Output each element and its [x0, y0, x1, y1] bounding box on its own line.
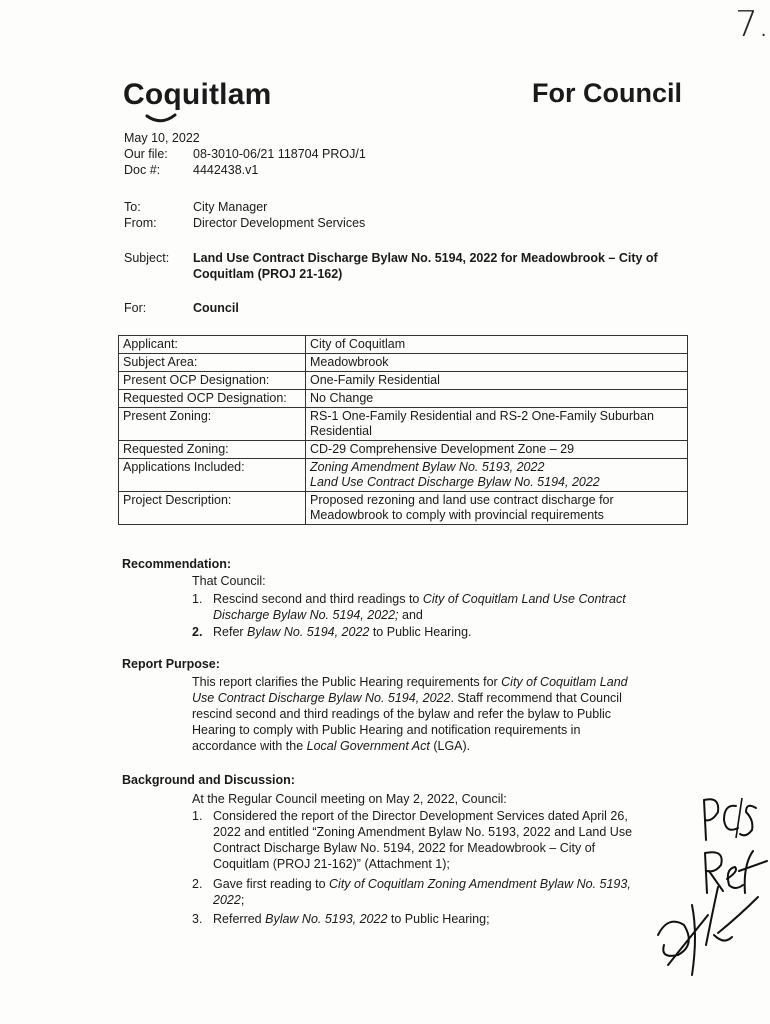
table-value: No Change: [306, 390, 688, 408]
report-date: May 10, 2022: [124, 131, 200, 145]
table-row: [119, 459, 688, 492]
doc-number-row: [124, 162, 258, 178]
table-row: [119, 372, 688, 390]
table-row: [119, 354, 688, 372]
subject-line-2: Coquitlam (PROJ 21-162): [193, 267, 343, 281]
table-value: RS-1 One-Family Residential and RS-2 One-Family Suburban Residential: [306, 408, 688, 441]
our-file-label: Our file:: [124, 147, 168, 161]
recommendation-heading: Recommendation:: [122, 557, 232, 571]
document-type: For Council: [532, 78, 682, 108]
table-value: City of Coquitlam: [306, 336, 688, 354]
page-number: 7.: [735, 4, 770, 45]
background-item-2: 2. Gave first reading to City of Coquitlam Zoning Amendment Bylaw No. 5193, 2022;: [192, 877, 631, 907]
table-value: One-Family Residential: [306, 372, 688, 390]
table-value: CD-29 Comprehensive Development Zone – 29: [306, 441, 688, 459]
handwritten-signature: [648, 875, 766, 985]
table-key: Applications Included:: [119, 459, 306, 492]
doc-number-label: Doc #:: [124, 163, 161, 177]
to-value: City Manager: [193, 200, 268, 214]
for-row: [124, 300, 239, 316]
for-label: For:: [124, 301, 147, 315]
table-key: Requested OCP Designation:: [119, 390, 306, 408]
subject-line-1: Land Use Contract Discharge Bylaw No. 5194, 2022 for Meadowbrook – City of: [193, 251, 658, 265]
table-value: Meadowbrook: [306, 354, 688, 372]
background-heading: Background and Discussion:: [122, 773, 295, 787]
table-key: Subject Area:: [119, 354, 306, 372]
report-purpose-heading: Report Purpose:: [122, 657, 220, 671]
to-label: To:: [124, 200, 141, 214]
doc-number-value: 4442438.v1: [193, 163, 259, 177]
table-row: [119, 441, 688, 459]
recommendation-intro: That Council:: [192, 574, 266, 588]
recommendation-item-1: 1. Rescind second and third readings to City of Coquitlam Land Use Contract Discharge Bylaw No. 5194, 2022; and: [192, 592, 626, 622]
from-row: [124, 215, 365, 231]
coquitlam-logo: Coquitlam: [123, 78, 272, 111]
table-key: Present Zoning:: [119, 408, 306, 441]
table-key: Project Description:: [119, 492, 306, 525]
background-item-1: 1. Considered the report of the Director Development Services dated April 26, 2022 and entitled “Zoning Amendment Bylaw No. 5193, 2022 and Land Use Contract Discharge Bylaw No. 5194, 2022 for Meadowbrook – City of Coquitlam (PROJ 21-162)” (Attachment 1);: [192, 809, 633, 871]
subject-row: [124, 250, 658, 266]
table-key: Requested Zoning:: [119, 441, 306, 459]
background-item-3: 3. Referred Bylaw No. 5193, 2022 to Public Hearing;: [192, 912, 490, 926]
handwritten-pcs-note: [690, 790, 760, 850]
table-value: Proposed rezoning and land use contract discharge for Meadowbrook to comply with provincial requirements: [306, 492, 688, 525]
application-info-table: [118, 335, 688, 525]
table-row: [119, 492, 688, 525]
report-purpose-text: This report clarifies the Public Hearing requirements for City of Coquitlam Land Use Contract Discharge Bylaw No. 5194, 2022. Staff recommend that Council rescind second and third readings of the bylaw and refer the bylaw to Public Hearing to comply with Public Hearing and notification requirements in accordance with the Local Government Act (LGA).: [192, 675, 628, 753]
table-key: Applicant:: [119, 336, 306, 354]
background-intro: At the Regular Council meeting on May 2, 2022, Council:: [192, 792, 507, 806]
to-row: [124, 199, 267, 215]
from-label: From:: [124, 216, 157, 230]
table-row: [119, 408, 688, 441]
subject-label: Subject:: [124, 251, 170, 265]
logo-swoosh-icon: [145, 112, 177, 124]
our-file-row: [124, 146, 366, 162]
table-row: [119, 336, 688, 354]
for-value: Council: [193, 301, 239, 315]
table-row: [119, 390, 688, 408]
table-value: Zoning Amendment Bylaw No. 5193, 2022 Land Use Contract Discharge Bylaw No. 5194, 2022: [306, 459, 688, 492]
table-key: Present OCP Designation:: [119, 372, 306, 390]
recommendation-item-2: 2. Refer Bylaw No. 5194, 2022 to Public Hearing.: [192, 625, 472, 639]
our-file-value: 08-3010-06/21 118704 PROJ/1: [193, 147, 366, 161]
from-value: Director Development Services: [193, 216, 366, 230]
